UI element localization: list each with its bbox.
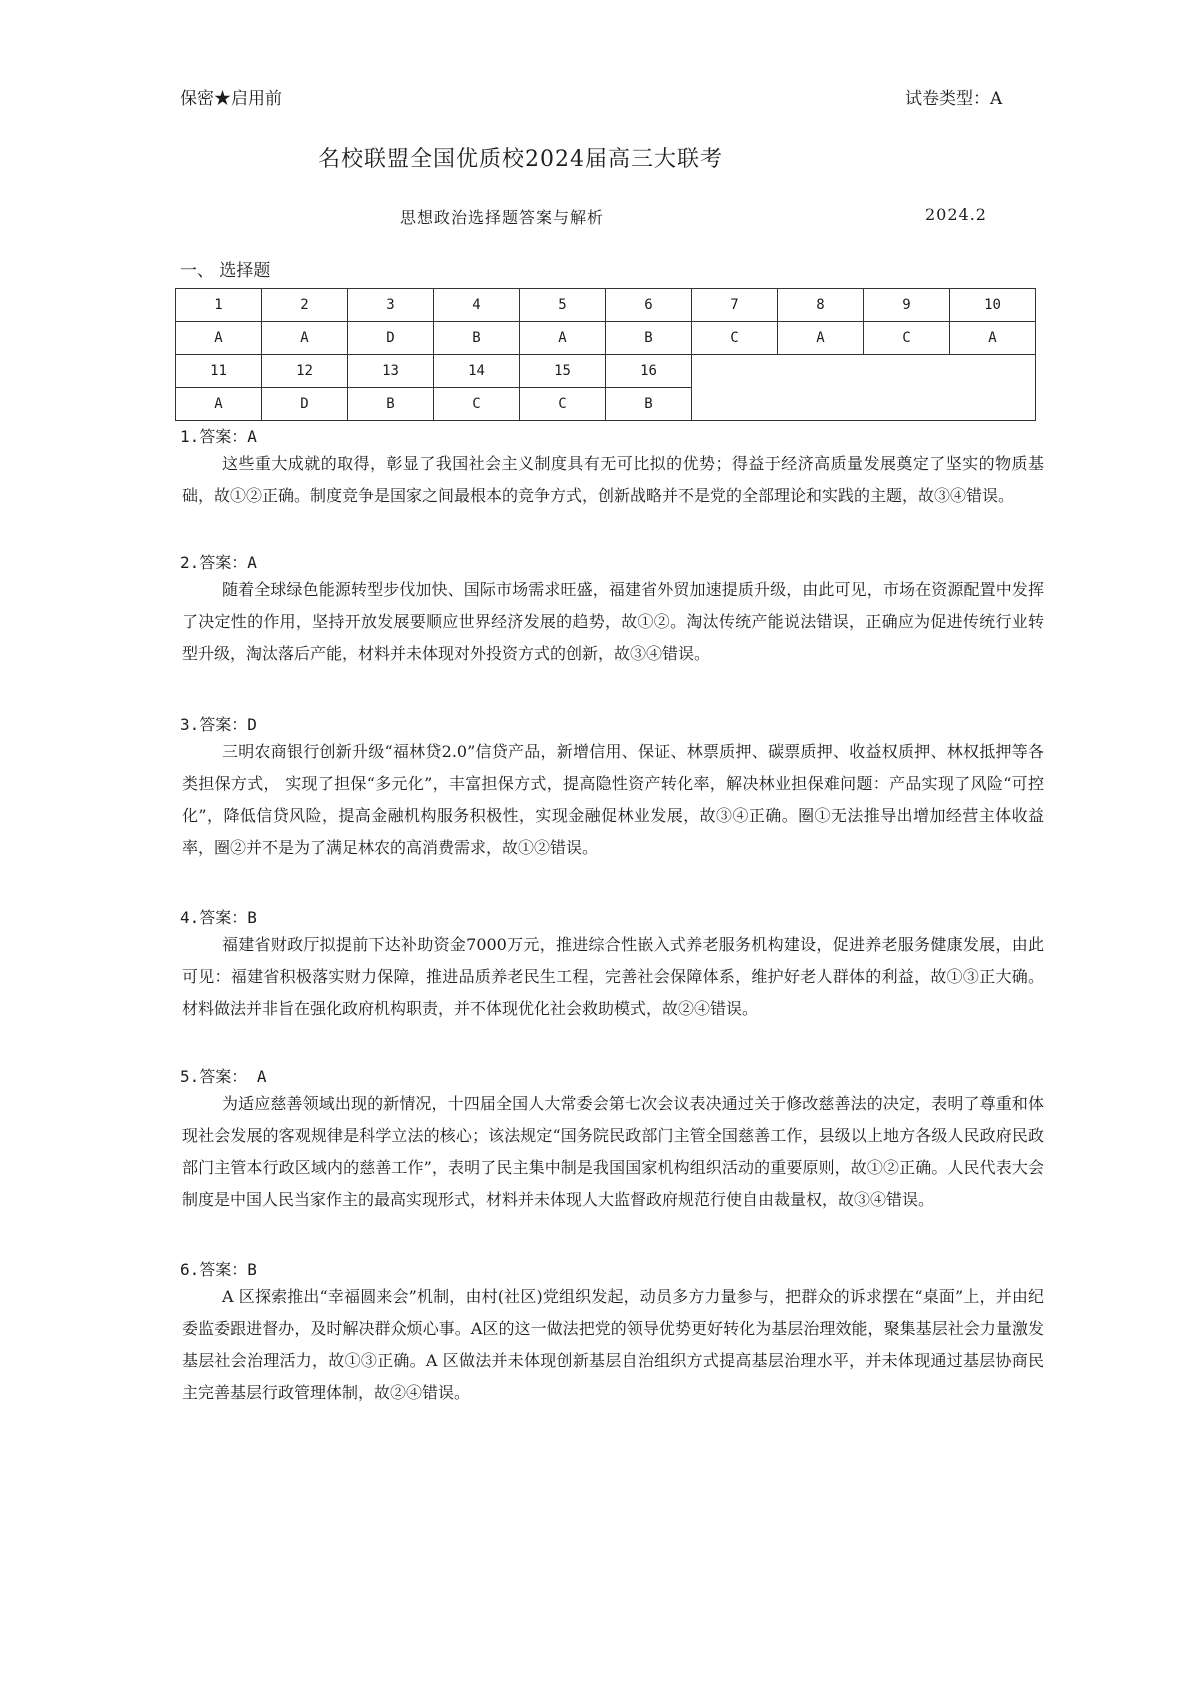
table-cell: B [606,322,692,355]
table-cell: D [262,388,348,421]
table-cell: 3 [348,289,434,322]
table-cell: 2 [262,289,348,322]
table-cell: 1 [176,289,262,322]
table-cell: A [262,322,348,355]
section-heading: 一、 选择题 [180,261,271,281]
table-cell: 8 [778,289,864,322]
paper-type: 试卷类型：A [905,89,1003,109]
table-cell: A [950,322,1036,355]
table-cell: 16 [606,355,692,388]
answer-subtitle: 思想政治选择题答案与解析 [400,208,605,227]
table-cell: C [692,322,778,355]
empty-cell [692,355,1036,421]
table-cell: B [606,388,692,421]
table-cell: 10 [950,289,1036,322]
explanation-1: 这些重大成就的取得，彰显了我国社会主义制度具有无可比拟的优势；得益于经济高质量发展奠定了坚实的物质基础，故①②正确。制度竞争是国家之间最根本的竞争方式，创新战略并不是党的全部理论和实践的主题，故③④错误。 [182,454,1044,505]
table-row-answers-1 [176,322,1036,355]
table-cell: 12 [262,355,348,388]
table-cell: 13 [348,355,434,388]
table-cell: B [434,322,520,355]
answer-label-2: 2.答案：A [180,553,257,572]
answer-label-4: 4.答案：B [180,908,257,927]
table-cell: A [176,388,262,421]
table-cell: 15 [520,355,606,388]
answer-label-5: 5.答案： A [180,1067,267,1086]
explanation-4: 福建省财政厅拟提前下达补助资金7000万元，推进综合性嵌入式养老服务机构建设，促进养老服务健康发展，由此可见：福建省积极落实财力保障，推进品质养老民生工程，完善社会保障体系，维护好老人群体的利益，故①③正大确。材料做法并非旨在强化政府机构职责，并不体现优化社会救助模式，故②④错误。 [182,935,1044,1018]
exam-title: 名校联盟全国优质校2024届高三大联考 [318,147,723,172]
table-cell: 5 [520,289,606,322]
explanation-6: A 区探索推出“幸福圆来会”机制，由村(社区)党组织发起，动员多方力量参与，把群众的诉求摆在“桌面”上，并由纪委监委跟进督办，及时解决群众烦心事。A区的这一做法把党的领导优势更好转化为基层治理效能，聚集基层社会力量激发基层社会治理活力，故①③正确。A 区做法并未体现创新基层自治组织方式提高基层治理水平，并未体现通过基层协商民主完善基层行政管理体制，故②④错误。 [182,1287,1044,1402]
table-cell: A [520,322,606,355]
answer-label-6: 6.答案：B [180,1260,257,1279]
table-cell: C [864,322,950,355]
confidential-mark: 保密★启用前 [180,89,282,109]
table-cell: 11 [176,355,262,388]
answer-label-1: 1.答案：A [180,427,257,446]
table-cell: 4 [434,289,520,322]
table-cell: 7 [692,289,778,322]
explanation-5: 为适应慈善领域出现的新情况，十四届全国人大常委会第七次会议表决通过关于修改慈善法的决定，表明了尊重和体现社会发展的客观规律是科学立法的核心；该法规定“国务院民政部门主管全国慈善工作，县级以上地方各级人民政府民政部门主管本行政区域内的慈善工作”，表明了民主集中制是我国国家机构组织活动的重要原则，故①②正确。人民代表大会制度是中国人民当家作主的最高实现形式，材料并未体现人大监督政府规范行使自由裁量权，故③④错误。 [182,1094,1044,1209]
table-cell: A [176,322,262,355]
table-cell: B [348,388,434,421]
explanation-2: 随着全球绿色能源转型步伐加快、国际市场需求旺盛，福建省外贸加速提质升级，由此可见，市场在资源配置中发挥了决定性的作用，坚持开放发展要顺应世界经济发展的趋势，故①②。淘汰传统产能说法错误，正确应为促进传统行业转型升级，淘汰落后产能，材料并未体现对外投资方式的创新，故③④错误。 [182,580,1044,663]
table-cell: 14 [434,355,520,388]
table-cell: D [348,322,434,355]
table-cell: C [434,388,520,421]
table-cell: C [520,388,606,421]
table-row-numbers-1 [176,289,1036,322]
table-cell: 9 [864,289,950,322]
answer-label-3: 3.答案：D [180,715,257,734]
explanation-3: 三明农商银行创新升级“福林贷2.0”信贷产品，新增信用、保证、林票质押、碳票质押、收益权质押、林权抵押等各类担保方式， 实现了担保“多元化”，丰富担保方式，提高隐性资产转化率，解决林业担保难问题：产品实现了风险“可控化”，降低信贷风险，提高金融机构服务积极性，实现金融促林业发展，故③④正确。圈①无法推导出增加经营主体收益率，圈②并不是为了满足林农的高消费需求，故①②错误。 [182,742,1044,857]
table-row-numbers-2 [176,355,1036,388]
exam-date: 2024.2 [925,205,987,224]
answer-table [175,288,1036,421]
table-cell: 6 [606,289,692,322]
table-cell: A [778,322,864,355]
